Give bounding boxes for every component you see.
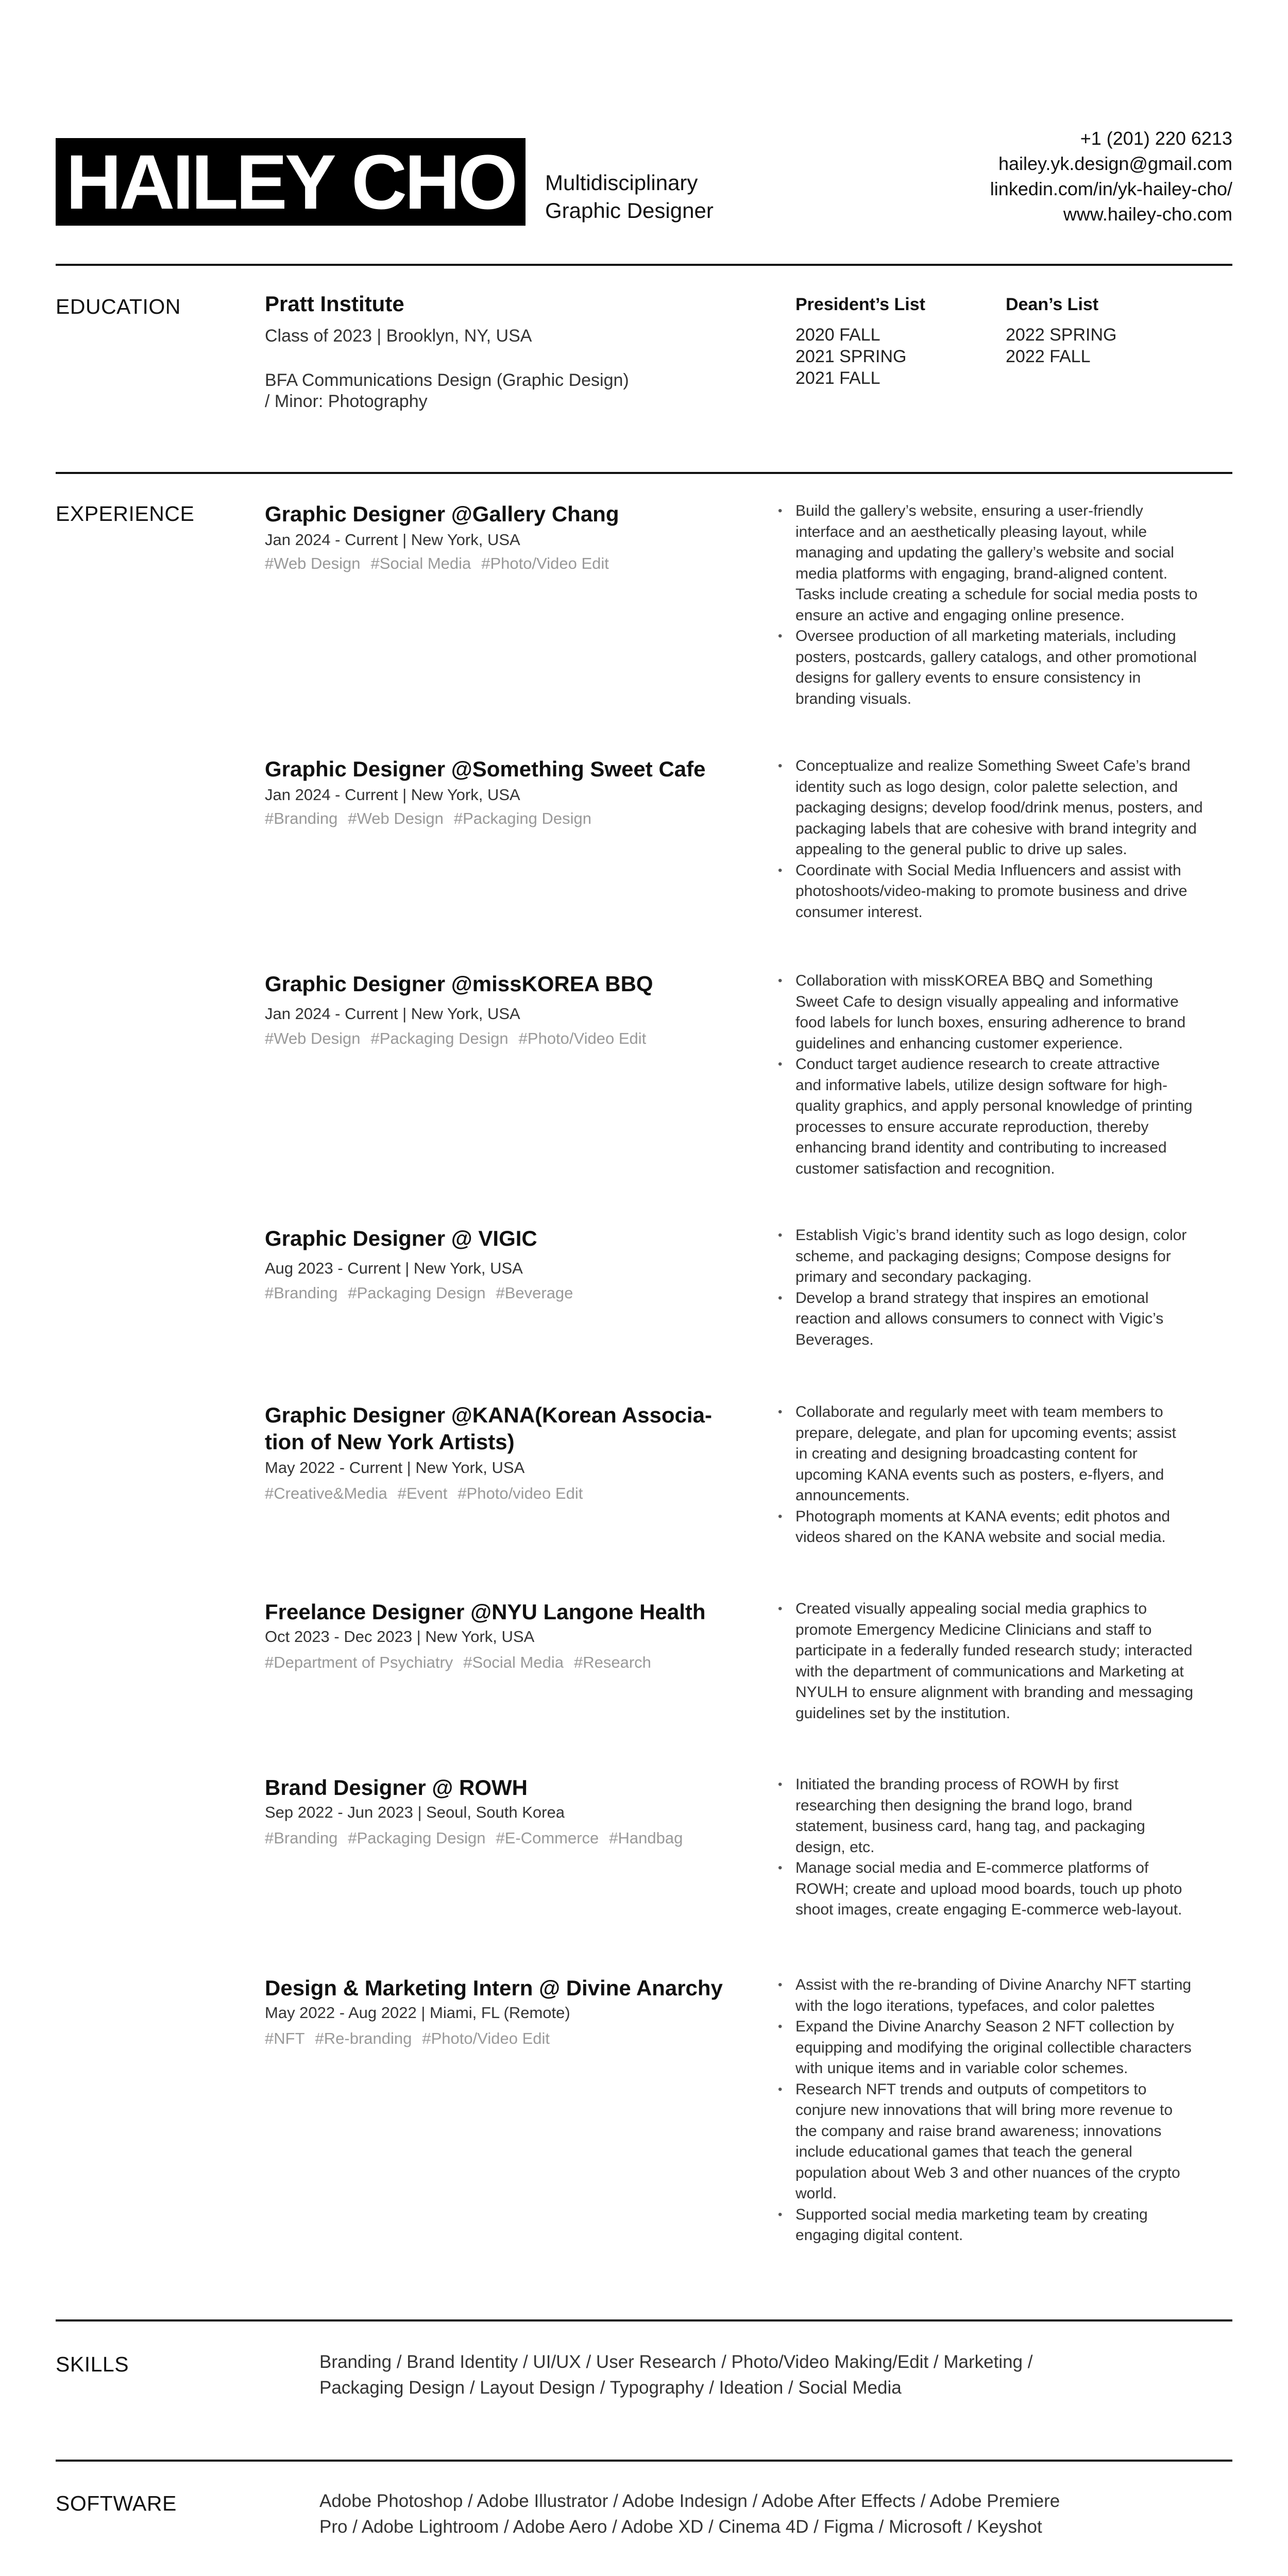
bullet-line: media platforms with engaging, brand-aligned content. [795, 565, 1168, 582]
bullet-item [795, 2205, 1232, 2246]
honor-item: 2022 SPRING [1006, 325, 1117, 345]
bullet-line: • Build the gallery’s website, ensuring a user-friendly [795, 502, 1143, 519]
job-title [265, 1402, 749, 1455]
job-title: Brand Designer @ ROWH [265, 1775, 528, 1800]
honor-deans-list [1006, 295, 1191, 367]
bullet-line: • Collaborate and regularly meet with team members to [795, 1403, 1163, 1420]
bullet-line: primary and secondary packaging. [795, 1268, 1032, 1285]
bullet-line: announcements. [795, 1487, 910, 1504]
phone-number[interactable]: +1 (201) 220 6213 [1080, 128, 1232, 149]
name-banner: HAILEY CHO [56, 138, 526, 226]
honor-title: President’s List [795, 295, 925, 314]
bullet-item [795, 1288, 1232, 1351]
bullet-line: engaging digital content. [795, 2227, 963, 2244]
bullet-line: and informative labels, utilize design software for high- [795, 1076, 1168, 1094]
education-heading: EDUCATION [56, 295, 181, 318]
tag: #Web Design [348, 809, 444, 827]
job-tags [265, 809, 602, 828]
bullet-line: quality graphics, and apply personal knowledge of printing [795, 1097, 1193, 1114]
bullet-item [795, 2079, 1232, 2205]
job-title: Graphic Designer @missKOREA BBQ [265, 972, 653, 996]
bullet-line: • Collaboration with missKOREA BBQ and Something [795, 972, 1153, 989]
honor-item: 2021 SPRING [795, 347, 907, 366]
job-meta: May 2022 - Current | New York, USA [265, 1459, 525, 1477]
job-title: Design & Marketing Intern @ Divine Anarchy [265, 1976, 723, 2000]
bullet-line: shoot images, create engaging E-commerce web-layout. [795, 1901, 1182, 1918]
skills-list [319, 2349, 1144, 2401]
bullet-item [795, 1858, 1232, 1921]
job-meta: Aug 2023 - Current | New York, USA [265, 1259, 523, 1277]
bullet-line: with the department of communications and Marketing at [795, 1663, 1184, 1680]
software-heading: SOFTWARE [56, 2492, 177, 2515]
tag: #Web Design [265, 1029, 361, 1047]
bullet-line: equipping and modifying the original collectible characters [795, 2039, 1192, 2056]
skills-line: Packaging Design / Layout Design / Typography / Ideation / Social Media [319, 2378, 902, 2398]
bullet-item [795, 1054, 1232, 1179]
bullet-line: identity such as logo design, color palette selection, and [795, 778, 1178, 795]
title-line: Graphic Designer [545, 198, 714, 223]
tag: #Social Media [370, 554, 471, 572]
honor-presidents-list [795, 295, 981, 389]
bullet-line: food labels for lunch boxes, ensuring adherence to brand [795, 1014, 1186, 1031]
bullet-line: • Supported social media marketing team by creating [795, 2206, 1148, 2223]
bullet-line: guidelines and enhancing customer experience. [795, 1035, 1123, 1052]
bullet-line: • Establish Vigic’s brand identity such as logo design, color [795, 1227, 1187, 1244]
bullet-line: Tasks include creating a schedule for social media posts to [795, 586, 1198, 603]
job-meta: Sep 2022 - Jun 2023 | Seoul, South Korea [265, 1803, 565, 1821]
job-title-line: Graphic Designer @KANA(Korean Associa- [265, 1403, 712, 1427]
bullet-line: researching then designing the brand logo, brand [795, 1797, 1132, 1814]
job-bullets [795, 501, 1232, 709]
bullet-line: with unique items and in variable color schemes. [795, 2060, 1128, 2077]
experience-heading: EXPERIENCE [56, 502, 195, 526]
job-tags [265, 554, 619, 573]
divider [56, 264, 1232, 266]
honor-item: 2022 FALL [1006, 347, 1091, 366]
divider [56, 472, 1232, 474]
job-title: Graphic Designer @Gallery Chang [265, 502, 619, 526]
bullet-line: design, etc. [795, 1838, 875, 1856]
bullet-line: Beverages. [795, 1331, 874, 1348]
bullet-line: interface and an aesthetically pleasing layout, while [795, 523, 1147, 540]
bullet-item [795, 860, 1232, 923]
bullet-line: posters, postcards, gallery catalogs, and other promotional [795, 648, 1197, 666]
bullet-item [795, 1975, 1232, 2016]
bullet-line: participate in a federally funded research study; interacted [795, 1642, 1193, 1659]
bullet-line: prepare, delegate, and plan for upcoming events; assist [795, 1424, 1176, 1442]
tag: #Packaging Design [370, 1029, 509, 1047]
bullet-line: • Initiated the branding process of ROWH by first [795, 1776, 1118, 1793]
bullet-line: guidelines set by the institution. [795, 1704, 1010, 1722]
honor-title: Dean’s List [1006, 295, 1099, 314]
bullet-line: Sweet Cafe to design visually appealing and informative [795, 993, 1179, 1010]
bullet-item [795, 1402, 1232, 1506]
contact-info [990, 126, 1232, 227]
bullet-line: consumer interest. [795, 903, 923, 921]
bullet-item [795, 971, 1232, 1054]
tag: #Research [573, 1653, 651, 1671]
skills-line: Branding / Brand Identity / UI/UX / User Research / Photo/Video Making/Edit / Marketing / [319, 2352, 1033, 2372]
bullet-line: processes to ensure accurate reproduction, thereby [795, 1118, 1149, 1136]
job-bullets [795, 1225, 1232, 1350]
school-name: Pratt Institute [265, 292, 404, 316]
bullet-line: • Assist with the re-branding of Divine Anarchy NFT starting [795, 1976, 1192, 1993]
bullet-line: • Created visually appealing social media graphics to [795, 1600, 1147, 1617]
bullet-line: NYULH to ensure alignment with branding and messaging [795, 1684, 1194, 1701]
job-bullets [795, 1402, 1232, 1548]
tag: #Photo/Video Edit [518, 1029, 647, 1047]
tag: #Packaging Design [348, 1284, 486, 1302]
bullet-line: packaging labels that are cohesive with brand integrity and [795, 820, 1197, 837]
tag: #NFT [265, 2029, 305, 2047]
honor-item: 2021 FALL [795, 368, 880, 388]
bullet-item [795, 1774, 1232, 1858]
bullet-line: managing and updating the gallery’s website and social [795, 544, 1174, 561]
bullet-line: branding visuals. [795, 690, 912, 707]
bullet-line: videos shared on the KANA website and social media. [795, 1529, 1166, 1546]
tag: #E-Commerce [496, 1829, 599, 1847]
bullet-line: • Manage social media and E-commerce platforms of [795, 1859, 1149, 1876]
job-tags [265, 1484, 593, 1503]
degree-line: / Minor: Photography [265, 392, 428, 411]
software-line: Adobe Photoshop / Adobe Illustrator / Adobe Indesign / Adobe After Effects / Adobe Premiere [319, 2491, 1060, 2511]
tag: #Social Media [463, 1653, 564, 1671]
tag: #Creative&Media [265, 1484, 387, 1502]
bullet-item [795, 1225, 1232, 1288]
job-meta: May 2022 - Aug 2022 | Miami, FL (Remote) [265, 2004, 570, 2022]
job-bullets [795, 1774, 1232, 1921]
job-tags [265, 1284, 583, 1302]
bullet-line: designs for gallery events to ensure consistency in [795, 669, 1141, 686]
tag: #Photo/Video Edit [481, 554, 609, 572]
bullet-line: ensure an active and engaging online presence. [795, 606, 1125, 624]
bullet-line: ROWH; create and upload mood boards, touch up photo [795, 1880, 1182, 1897]
bullet-item [795, 1506, 1232, 1548]
tag: #Photo/video Edit [457, 1484, 583, 1502]
bullet-line: • Coordinate with Social Media Influencers and assist with [795, 861, 1181, 879]
tag: #Web Design [265, 554, 361, 572]
job-tags [265, 1029, 656, 1048]
tag: #Handbag [609, 1829, 683, 1847]
bullet-line: customer satisfaction and recognition. [795, 1160, 1055, 1177]
website-link[interactable]: www.hailey-cho.com [1063, 204, 1232, 225]
email-link[interactable]: hailey.yk.design@gmail.com [998, 153, 1232, 174]
bullet-line: scheme, and packaging designs; Compose designs for [795, 1247, 1171, 1265]
bullet-line: in creating and designing broadcasting content for [795, 1445, 1138, 1462]
bullet-line: • Research NFT trends and outputs of competitors to [795, 2080, 1147, 2098]
job-tags [265, 1653, 662, 1672]
tag: #Branding [265, 1284, 338, 1302]
bullet-line: • Photograph moments at KANA events; edit photos and [795, 1507, 1171, 1525]
bullet-line: • Oversee production of all marketing materials, including [795, 628, 1176, 645]
bullet-line: appealing to the general public to drive up sales. [795, 841, 1127, 858]
bullet-line: include educational games that teach the general [795, 2143, 1132, 2160]
bullet-item [795, 756, 1232, 860]
job-bullets [795, 1975, 1232, 2246]
tag: #Photo/Video Edit [422, 2029, 550, 2047]
bullet-item [795, 2016, 1232, 2079]
bullet-line: photoshoots/video-making to promote business and drive [795, 883, 1188, 900]
bullet-line: statement, business card, hang tag, and packaging [795, 1818, 1145, 1835]
bullet-line: promote Emergency Medicine Clinicians and staff to [795, 1621, 1152, 1638]
bullet-line: enhancing brand identity and contributing to increased [795, 1139, 1167, 1156]
bullet-item [795, 501, 1232, 626]
bullet-line: packaging designs; develop food/drink menus, posters, and [795, 799, 1203, 816]
job-bullets [795, 1599, 1232, 1724]
degree-line: BFA Communications Design (Graphic Design) [265, 370, 629, 390]
job-title-line: tion of New York Artists) [265, 1430, 515, 1454]
job-tags [265, 2029, 560, 2048]
job-title: Freelance Designer @NYU Langone Health [265, 1600, 706, 1624]
job-title: Graphic Designer @ VIGIC [265, 1226, 537, 1250]
tag: #Department of Psychiatry [265, 1653, 453, 1671]
bullet-line: population about Web 3 and other nuances of the crypto [795, 2164, 1180, 2181]
tag: #Re-branding [315, 2029, 412, 2047]
bullet-line: with the logo iterations, typefaces, and color palettes [795, 1997, 1155, 2014]
job-meta: Jan 2024 - Current | New York, USA [265, 1005, 520, 1023]
bullet-line: world. [795, 2185, 837, 2202]
job-meta: Jan 2024 - Current | New York, USA [265, 531, 520, 549]
job-bullets [795, 971, 1232, 1179]
bullet-line: • Develop a brand strategy that inspires an emotional [795, 1289, 1149, 1307]
job-meta: Oct 2023 - Dec 2023 | New York, USA [265, 1628, 535, 1646]
software-list [319, 2488, 1144, 2540]
tag: #Event [397, 1484, 448, 1502]
bullet-line: • Conceptualize and realize Something Sweet Cafe’s brand [795, 757, 1191, 774]
job-tags [265, 1829, 693, 1848]
bullet-line: the company and raise brand awareness; innovations [795, 2122, 1162, 2140]
linkedin-link[interactable]: linkedin.com/in/yk-hailey-cho/ [990, 178, 1232, 199]
bullet-line: • Expand the Divine Anarchy Season 2 NFT collection by [795, 2018, 1174, 2035]
title-line: Multidisciplinary [545, 171, 698, 195]
bullet-line: reaction and allows consumers to connect with Vigic’s [795, 1310, 1164, 1327]
bullet-line: conjure new innovations that will bring more revenue to [795, 2102, 1173, 2119]
divider [56, 2319, 1232, 2321]
bullet-item [795, 1599, 1232, 1724]
class-line: Class of 2023 | Brooklyn, NY, USA [265, 326, 532, 346]
software-line: Pro / Adobe Lightroom / Adobe Aero / Adobe XD / Cinema 4D / Figma / Microsoft / Keyshot [319, 2517, 1042, 2537]
tag: #Branding [265, 1829, 338, 1847]
divider [56, 2460, 1232, 2462]
tag: #Packaging Design [453, 809, 591, 827]
tag: #Beverage [496, 1284, 573, 1302]
skills-heading: SKILLS [56, 2352, 129, 2376]
job-meta: Jan 2024 - Current | New York, USA [265, 786, 520, 804]
job-title-block [545, 169, 714, 225]
job-title: Graphic Designer @Something Sweet Cafe [265, 757, 706, 781]
bullet-item [795, 626, 1232, 709]
bullet-line: upcoming KANA events such as posters, e-flyers, and [795, 1466, 1164, 1483]
honor-item: 2020 FALL [795, 325, 880, 345]
tag: #Packaging Design [348, 1829, 486, 1847]
job-bullets [795, 756, 1232, 923]
tag: #Branding [265, 809, 338, 827]
bullet-line: • Conduct target audience research to create attractive [795, 1056, 1160, 1073]
